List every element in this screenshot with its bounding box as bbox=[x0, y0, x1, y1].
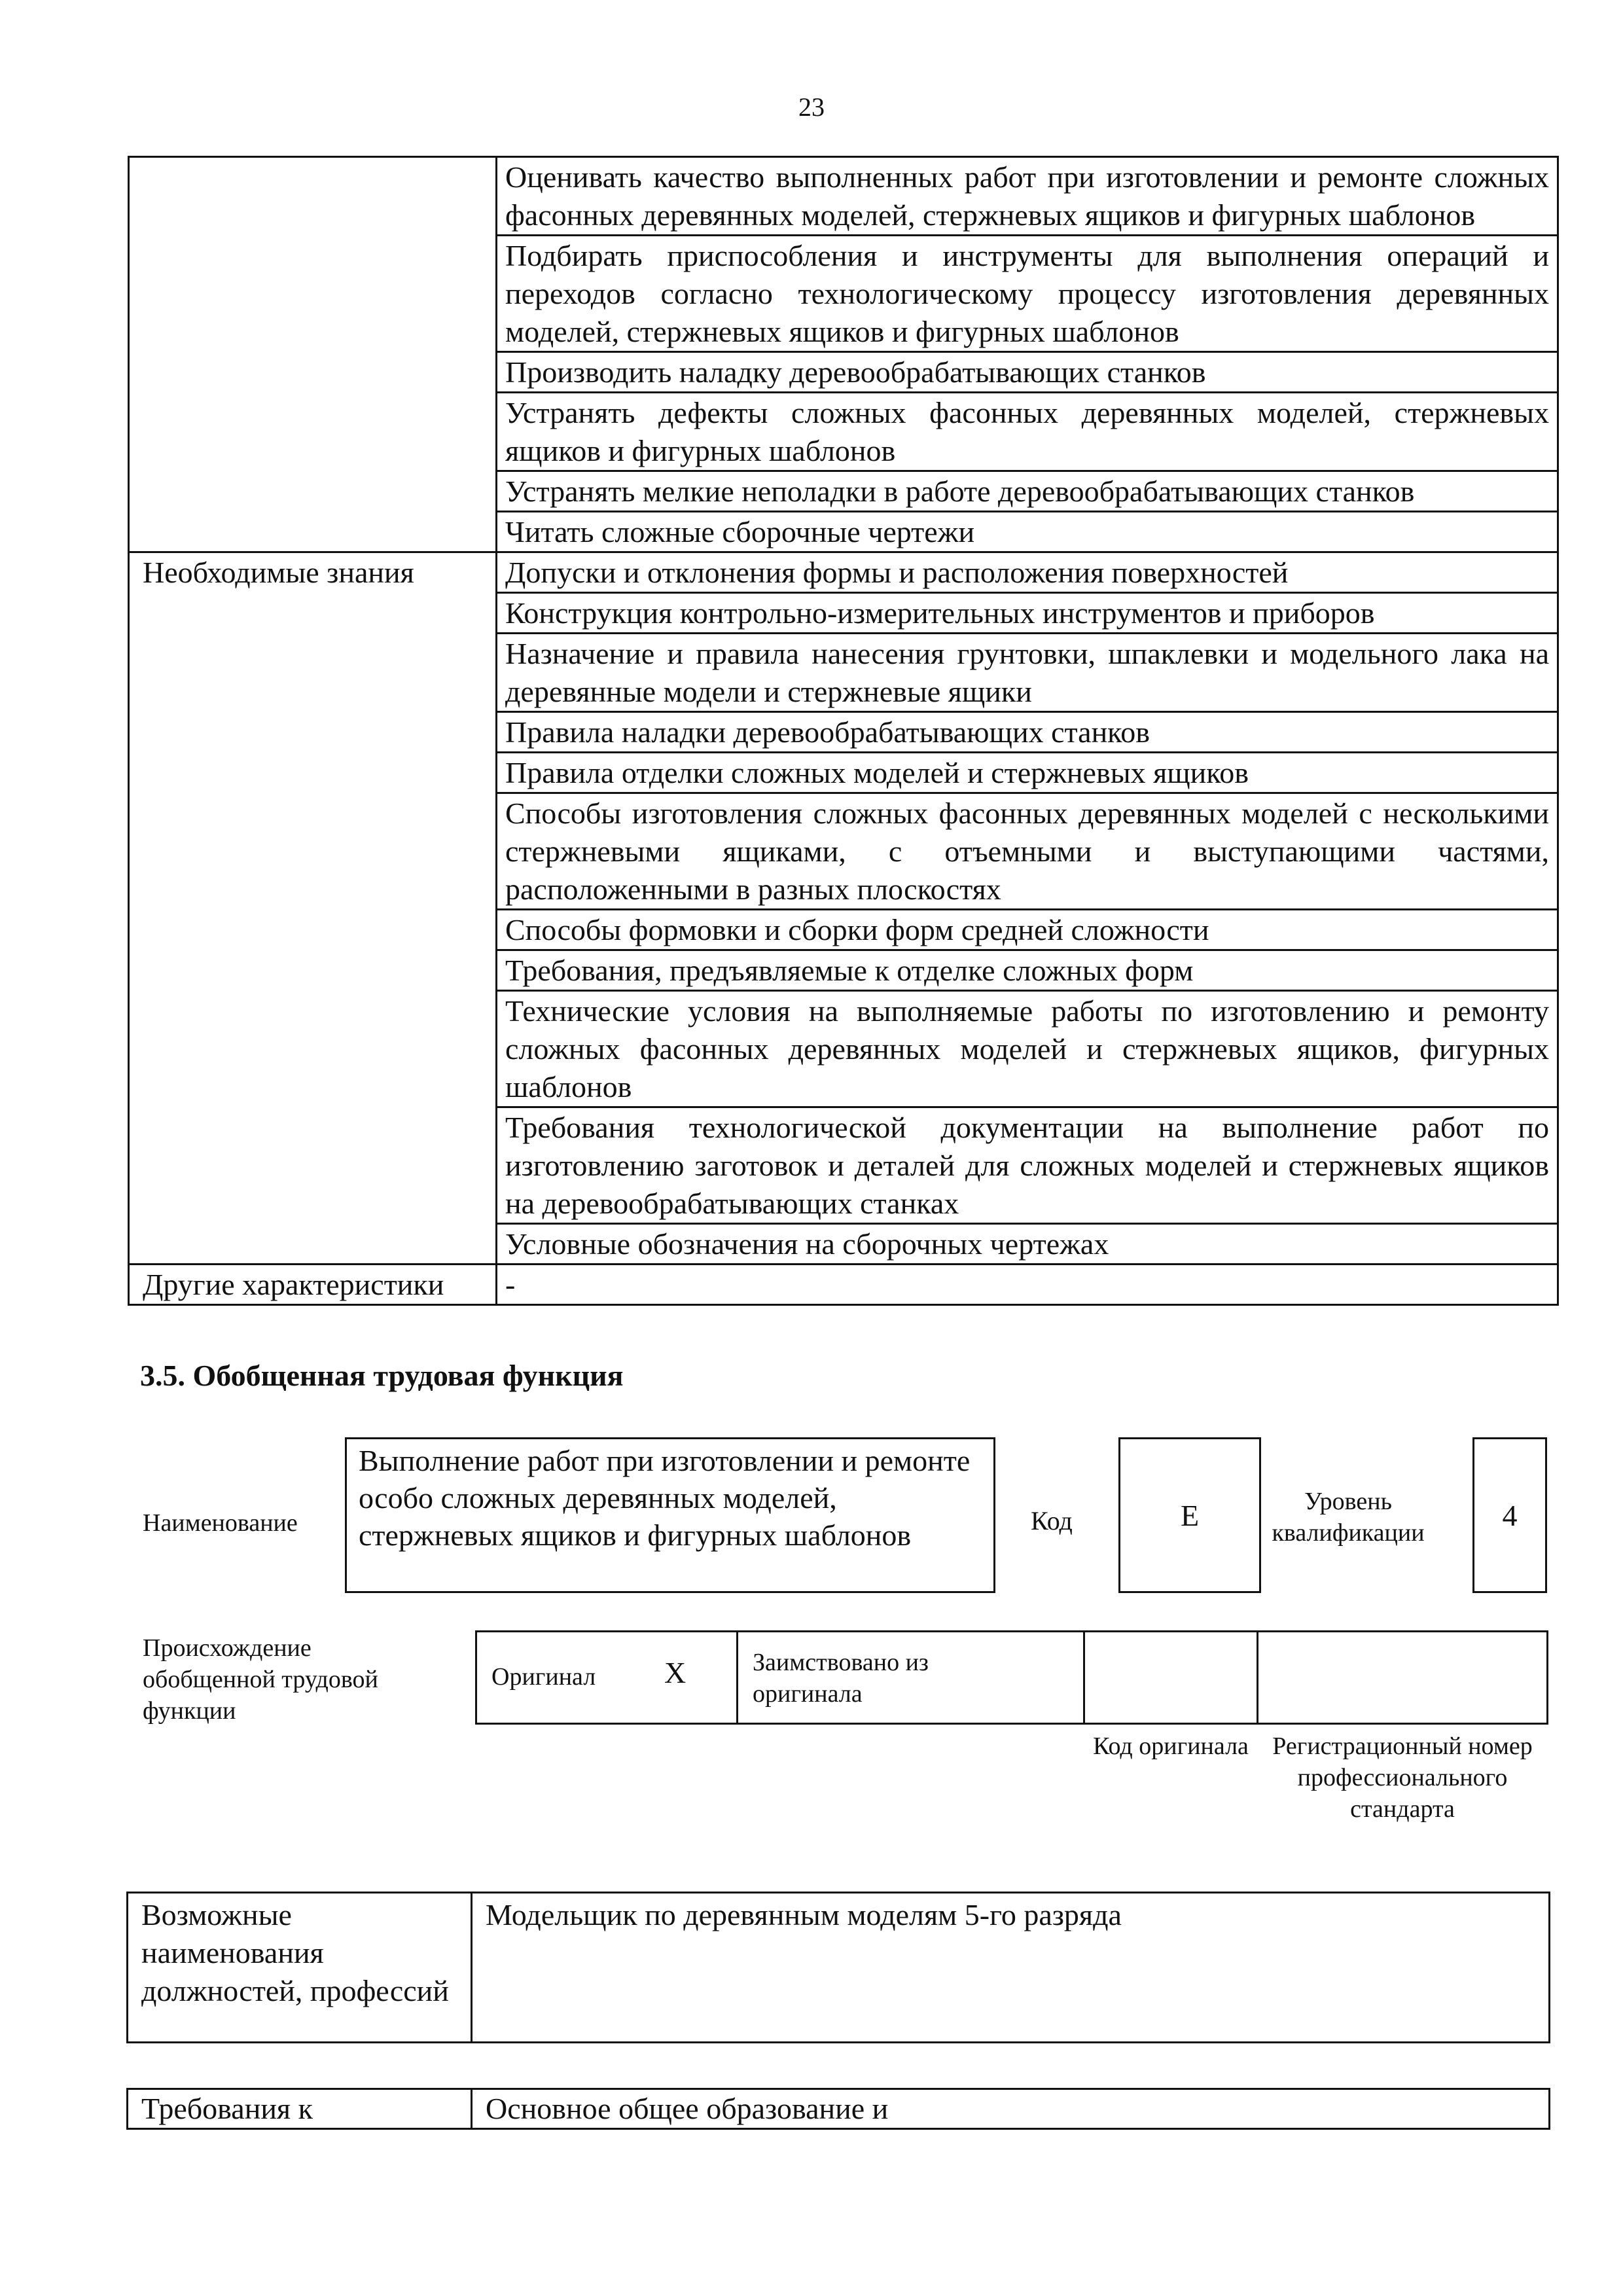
other-characteristics-label: Другие характеристики bbox=[129, 1265, 497, 1305]
skills-label-cell bbox=[129, 157, 497, 552]
name-label: Наименование bbox=[143, 1509, 298, 1537]
skill-item: Производить наладку деревообрабатывающих станков bbox=[497, 352, 1558, 393]
gtf-name-value: Выполнение работ при изготовлении и ремонте особо сложных деревянных моделей, стержневых ящиков и фигурных шаблонов bbox=[345, 1437, 995, 1593]
original-code-cell bbox=[1083, 1630, 1258, 1725]
skill-item: Устранять мелкие неполадки в работе деревообрабатывающих станков bbox=[497, 471, 1558, 512]
positions-value: Модельщик по деревянным моделям 5-го разряда bbox=[472, 1893, 1550, 2043]
original-mark: X bbox=[664, 1656, 687, 1689]
gtf-code-value: E bbox=[1118, 1437, 1261, 1593]
page-number: 23 bbox=[798, 92, 825, 122]
borrowed-label: Заимствовано из оригинала bbox=[753, 1649, 929, 1708]
knowledge-item: Условные обозначения на сборочных чертежах bbox=[497, 1224, 1558, 1265]
registration-number-caption: Регистрационный номер профессионального стандарта bbox=[1272, 1732, 1533, 1823]
skill-item: Подбирать приспособления и инструменты для выполнения операций и переходов согласно технологическому процессу изготовления деревянных моделей, стержневых ящиков и фигурных шаблонов bbox=[497, 236, 1558, 352]
registration-number-cell bbox=[1257, 1630, 1548, 1725]
original-code-caption: Код оригинала bbox=[1093, 1732, 1249, 1760]
knowledge-item: Конструкция контрольно-измерительных инструментов и приборов bbox=[497, 593, 1558, 634]
knowledge-item: Правила отделки сложных моделей и стержневых ящиков bbox=[497, 753, 1558, 793]
table-row bbox=[128, 1893, 1550, 2043]
requirements-value: Основное общее образование и bbox=[472, 2089, 1550, 2129]
skill-item: Устранять дефекты сложных фасонных деревянных моделей, стержневых ящиков и фигурных шаблонов bbox=[497, 393, 1558, 471]
positions-label: Возможные наименования должностей, профессий bbox=[128, 1893, 472, 2043]
table-row bbox=[128, 2089, 1550, 2129]
requirements-label: Требования к bbox=[128, 2089, 472, 2129]
origin-label: Происхождение обобщенной трудовой функции bbox=[143, 1634, 378, 1725]
other-characteristics-value: - bbox=[497, 1265, 1558, 1305]
knowledge-item: Требования, предъявляемые к отделке сложных форм bbox=[497, 950, 1558, 991]
table-row bbox=[129, 1265, 1558, 1305]
knowledge-item: Способы изготовления сложных фасонных деревянных моделей с несколькими стержневыми ящиками, с отъемными и выступающими частями, расположенными в разных плоскостях bbox=[497, 793, 1558, 910]
code-label: Код bbox=[1031, 1506, 1073, 1535]
knowledge-item: Назначение и правила нанесения грунтовки, шпаклевки и модельного лака на деревянные модели и стержневые ящики bbox=[497, 634, 1558, 712]
knowledge-item: Требования технологической документации на выполнение работ по изготовлению заготовок и деталей для сложных моделей и стержневых ящиков на деревообрабатывающих станках bbox=[497, 1107, 1558, 1224]
section-title: 3.5. Обобщенная трудовая функция bbox=[140, 1359, 624, 1392]
table-row bbox=[129, 552, 1558, 593]
original-label: Оригинал bbox=[491, 1663, 596, 1691]
skill-item: Оценивать качество выполненных работ при изготовлении и ремонте сложных фасонных деревянных моделей, стержневых ящиков и фигурных шаблонов bbox=[497, 157, 1558, 236]
requirements-table bbox=[126, 2088, 1550, 2130]
knowledge-item: Технические условия на выполняемые работы по изготовлению и ремонту сложных фасонных деревянных моделей и стержневых ящиков, фигурных шаблонов bbox=[497, 991, 1558, 1107]
qualification-level-label: Уровень квалификации bbox=[1272, 1488, 1425, 1547]
knowledge-item: Допуски и отклонения формы и расположения поверхностей bbox=[497, 552, 1558, 593]
borrowed-cell bbox=[736, 1630, 1085, 1725]
skill-item: Читать сложные сборочные чертежи bbox=[497, 512, 1558, 552]
positions-table bbox=[126, 1892, 1550, 2043]
original-cell bbox=[475, 1630, 738, 1725]
knowledge-item: Способы формовки и сборки форм средней сложности bbox=[497, 910, 1558, 950]
knowledge-item: Правила наладки деревообрабатывающих станков bbox=[497, 712, 1558, 753]
qualification-level-value: 4 bbox=[1472, 1437, 1547, 1593]
knowledge-skills-table bbox=[128, 156, 1559, 1306]
table-row bbox=[129, 157, 1558, 236]
knowledge-label: Необходимые знания bbox=[129, 552, 497, 1265]
